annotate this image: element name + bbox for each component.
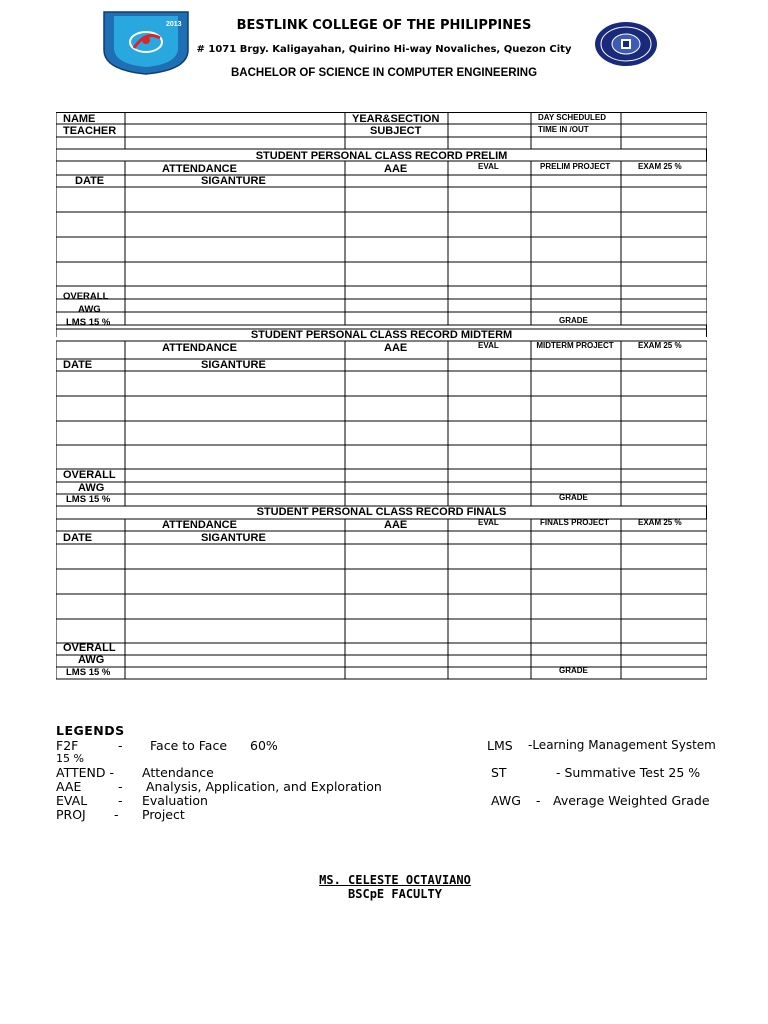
prelim-signature: SIGANTURE bbox=[201, 175, 266, 187]
legend-awg-value: Average Weighted Grade bbox=[553, 793, 710, 808]
midterm-title: STUDENT PERSONAL CLASS RECORD MIDTERM bbox=[250, 329, 513, 341]
legend-st-value: - Summative Test 25 % bbox=[556, 765, 701, 780]
midterm-lms: LMS 15 % bbox=[66, 494, 111, 505]
time-in-out-label: TIME IN /OUT bbox=[538, 125, 589, 134]
midterm-grade: GRADE bbox=[559, 493, 588, 502]
finals-date: DATE bbox=[63, 532, 93, 544]
finals-attendance: ATTENDANCE bbox=[162, 519, 237, 531]
signatory-name: MS. CELESTE OCTAVIANO bbox=[319, 873, 471, 887]
midterm-project: MIDTERM PROJECT bbox=[536, 341, 614, 350]
legend-awg-key: AWG bbox=[491, 793, 521, 808]
legend-f2f-wrap: 15 % bbox=[56, 752, 84, 765]
legend-f2f-key: F2F bbox=[56, 738, 79, 753]
midterm-exam: EXAM 25 % bbox=[638, 341, 682, 350]
finals-signature: SIGANTURE bbox=[201, 532, 266, 544]
legend-attend-key: ATTEND - bbox=[56, 765, 114, 780]
teacher-label: TEACHER bbox=[63, 125, 117, 137]
legend-eval-dash: - bbox=[118, 793, 123, 808]
legend-eval-key: EVAL bbox=[56, 793, 88, 808]
legend-lms-key: LMS bbox=[487, 738, 513, 753]
finals-lms: LMS 15 % bbox=[66, 667, 111, 678]
finals-aae: AAE bbox=[384, 519, 408, 531]
college-name: BESTLINK COLLEGE OF THE PHILIPPINES bbox=[236, 18, 532, 33]
logo-year: 2013 bbox=[166, 21, 182, 28]
prelim-lms: LMS 15 % bbox=[66, 317, 111, 328]
legend-attend-value: Attendance bbox=[142, 765, 214, 780]
legend-lms-value: -Learning Management System bbox=[528, 738, 716, 752]
year-section-label: YEAR&SECTION bbox=[352, 113, 440, 125]
legend-proj-value: Project bbox=[142, 807, 185, 822]
legend-eval-value: Evaluation bbox=[142, 793, 208, 808]
name-label: NAME bbox=[63, 113, 96, 125]
college-address: # 1071 Brgy. Kaligayahan, Quirino Hi-way Novaliches, Quezon City bbox=[196, 44, 572, 55]
legend-awg-dash: - bbox=[536, 793, 541, 808]
subject-label: SUBJECT bbox=[370, 125, 422, 137]
legend-aae-dash: - bbox=[118, 779, 123, 794]
legends-heading: LEGENDS bbox=[56, 723, 125, 738]
legend-f2f-pct: 60% bbox=[250, 738, 278, 753]
legend-proj-dash: - bbox=[114, 807, 119, 822]
finals-grade: GRADE bbox=[559, 666, 588, 675]
prelim-title: STUDENT PERSONAL CLASS RECORD PRELIM bbox=[255, 150, 508, 162]
signatory-title: BSCpE FACULTY bbox=[348, 887, 442, 901]
legend-proj-key: PROJ bbox=[56, 807, 86, 822]
midterm-awg: AWG bbox=[78, 482, 105, 494]
midterm-attendance: ATTENDANCE bbox=[162, 342, 237, 354]
prelim-overall: OVERALL bbox=[63, 291, 109, 302]
midterm-overall: OVERALL bbox=[63, 469, 116, 481]
legend-f2f-dash: - bbox=[118, 738, 123, 753]
finals-awg: AWG bbox=[78, 654, 105, 666]
finals-exam: EXAM 25 % bbox=[638, 518, 682, 527]
midterm-signature: SIGANTURE bbox=[201, 359, 266, 371]
prelim-attendance: ATTENDANCE bbox=[162, 163, 237, 175]
form-grid-lines bbox=[56, 112, 707, 680]
legend-f2f-value: Face to Face bbox=[150, 738, 228, 753]
prelim-exam: EXAM 25 % bbox=[638, 162, 682, 171]
legend-aae-value: Analysis, Application, and Exploration bbox=[146, 779, 382, 794]
prelim-grade: GRADE bbox=[559, 316, 588, 325]
prelim-eval: EVAL bbox=[478, 162, 499, 171]
finals-eval: EVAL bbox=[478, 518, 499, 527]
prelim-project: PRELIM PROJECT bbox=[540, 162, 611, 171]
prelim-aae: AAE bbox=[384, 163, 408, 175]
legend-st-key: ST bbox=[491, 765, 507, 780]
prelim-date: DATE bbox=[75, 175, 105, 187]
midterm-eval: EVAL bbox=[478, 341, 499, 350]
program-name: BACHELOR OF SCIENCE IN COMPUTER ENGINEERING bbox=[230, 67, 538, 79]
midterm-aae: AAE bbox=[384, 342, 408, 354]
midterm-date: DATE bbox=[63, 359, 93, 371]
day-scheduled-label: DAY SCHEDULED bbox=[538, 113, 607, 122]
finals-overall: OVERALL bbox=[63, 642, 116, 654]
prelim-awg: AWG bbox=[78, 304, 101, 315]
class-record-form bbox=[56, 112, 707, 680]
finals-title: STUDENT PERSONAL CLASS RECORD FINALS bbox=[256, 506, 507, 518]
finals-project: FINALS PROJECT bbox=[540, 518, 609, 527]
legend-aae-key: AAE bbox=[56, 779, 82, 794]
